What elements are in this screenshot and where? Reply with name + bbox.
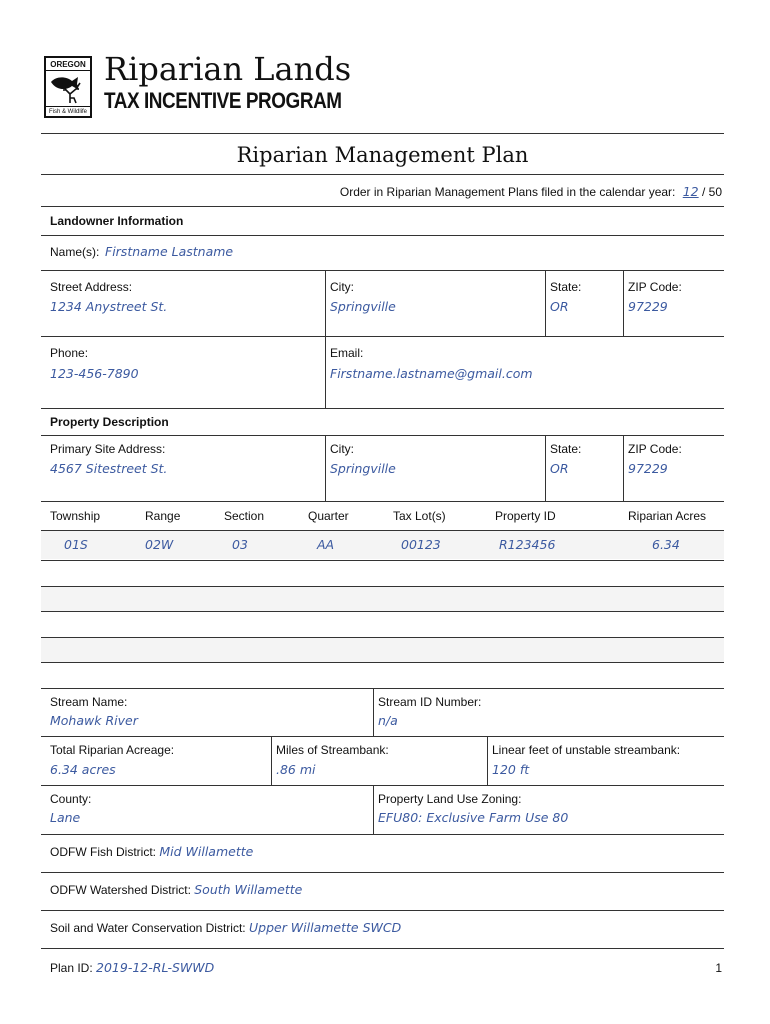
- stream-id-field[interactable]: n/a: [378, 713, 398, 728]
- divider: [41, 948, 724, 949]
- landowner-section-title: Landowner Information: [50, 214, 184, 228]
- watershed-district-row: [50, 882, 302, 897]
- divider: [41, 560, 724, 561]
- swcd-row: [50, 920, 401, 935]
- email-field[interactable]: Firstname.lastname@gmail.com: [330, 366, 533, 381]
- table-row: [41, 531, 724, 559]
- divider: [41, 336, 724, 337]
- program-title: Riparian Lands: [104, 50, 352, 88]
- cell-property-id[interactable]: R123456: [499, 537, 556, 552]
- city-label: City:: [330, 280, 354, 294]
- document-title: Riparian Management Plan: [236, 143, 529, 167]
- divider: [325, 270, 326, 336]
- divider: [545, 270, 546, 336]
- divider: [41, 235, 724, 236]
- swcd-label: Soil and Water Conservation District:: [50, 921, 246, 935]
- names-label: Name(s):: [50, 245, 100, 259]
- acreage-label: Total Riparian Acreage:: [50, 743, 175, 757]
- divider: [41, 785, 724, 786]
- county-field[interactable]: Lane: [50, 810, 81, 825]
- stream-name-label: Stream Name:: [50, 695, 128, 709]
- property-state-field[interactable]: OR: [550, 461, 569, 476]
- state-field[interactable]: OR: [550, 299, 569, 314]
- plan-id-row: [50, 960, 214, 975]
- zip-field[interactable]: 97229: [628, 299, 668, 314]
- order-value[interactable]: 12: [682, 184, 699, 199]
- table-row[interactable]: [41, 587, 724, 611]
- names-field[interactable]: Firstname Lastname: [105, 244, 234, 259]
- logo-top-text: OREGON: [46, 58, 90, 71]
- zoning-label: Property Land Use Zoning:: [378, 792, 522, 806]
- order-label: Order in Riparian Management Plans filed in the calendar year:: [339, 185, 676, 199]
- stream-id-label: Stream ID Number:: [378, 695, 482, 709]
- phone-field[interactable]: 123-456-7890: [50, 366, 139, 381]
- divider: [41, 174, 724, 175]
- fish-district-label: ODFW Fish District:: [50, 845, 156, 859]
- divider: [41, 736, 724, 737]
- fish-district-field[interactable]: Mid Willamette: [159, 844, 254, 859]
- site-label: Primary Site Address:: [50, 442, 166, 456]
- linear-feet-field[interactable]: 120 ft: [492, 762, 530, 777]
- divider: [623, 270, 624, 336]
- miles-label: Miles of Streambank:: [276, 743, 389, 757]
- divider: [41, 910, 724, 911]
- col-section: Section: [224, 509, 265, 523]
- watershed-district-label: ODFW Watershed District:: [50, 883, 191, 897]
- divider: [271, 736, 272, 785]
- county-label: County:: [50, 792, 92, 806]
- divider: [325, 435, 326, 501]
- odfw-logo: [44, 56, 92, 118]
- fish-district-row: [50, 844, 253, 859]
- page-number: 1: [715, 961, 722, 975]
- cell-range[interactable]: 02W: [145, 537, 174, 552]
- phone-label: Phone:: [50, 346, 89, 360]
- property-state-label: State:: [550, 442, 582, 456]
- stream-name-field[interactable]: Mohawk River: [50, 713, 138, 728]
- divider: [41, 206, 724, 207]
- divider: [41, 270, 724, 271]
- col-property-id: Property ID: [495, 509, 556, 523]
- cell-township[interactable]: 01S: [64, 537, 88, 552]
- col-riparian-acres: Riparian Acres: [628, 509, 707, 523]
- city-field[interactable]: Springville: [330, 299, 396, 314]
- cell-tax-lots[interactable]: 00123: [401, 537, 441, 552]
- col-quarter: Quarter: [308, 509, 349, 523]
- order-total: / 50: [701, 185, 722, 199]
- divider: [373, 785, 374, 834]
- fish-deer-icon: [48, 72, 88, 105]
- order-line: [340, 184, 722, 199]
- property-zip-label: ZIP Code:: [628, 442, 682, 456]
- divider: [41, 872, 724, 873]
- linear-feet-label: Linear feet of unstable streambank:: [492, 743, 681, 757]
- divider: [325, 336, 326, 408]
- state-label: State:: [550, 280, 582, 294]
- col-range: Range: [145, 509, 181, 523]
- street-field[interactable]: 1234 Anystreet St.: [50, 299, 168, 314]
- divider: [623, 435, 624, 501]
- site-field[interactable]: 4567 Sitestreet St.: [50, 461, 168, 476]
- acreage-field[interactable]: 6.34 acres: [50, 762, 116, 777]
- email-label: Email:: [330, 346, 364, 360]
- plan-id-field[interactable]: 2019-12-RL-SWWD: [96, 960, 215, 975]
- cell-riparian-acres[interactable]: 6.34: [652, 537, 680, 552]
- property-section-title: Property Description: [50, 415, 169, 429]
- divider: [545, 435, 546, 501]
- logo-bottom-text: Fish & Wildlife: [46, 106, 90, 116]
- divider: [487, 736, 488, 785]
- cell-section[interactable]: 03: [232, 537, 248, 552]
- swcd-field[interactable]: Upper Willamette SWCD: [248, 920, 402, 935]
- col-township: Township: [50, 509, 101, 523]
- zip-label: ZIP Code:: [628, 280, 682, 294]
- divider: [41, 435, 724, 436]
- divider: [41, 133, 724, 134]
- col-tax-lots: Tax Lot(s): [393, 509, 446, 523]
- table-row[interactable]: [41, 638, 724, 662]
- property-city-field[interactable]: Springville: [330, 461, 396, 476]
- divider: [41, 611, 724, 612]
- divider: [41, 834, 724, 835]
- miles-field[interactable]: .86 mi: [276, 762, 316, 777]
- zoning-field[interactable]: EFU80: Exclusive Farm Use 80: [378, 810, 569, 825]
- plan-id-label: Plan ID:: [50, 961, 93, 975]
- divider: [41, 662, 724, 663]
- divider: [41, 688, 724, 689]
- divider: [41, 501, 724, 502]
- divider: [373, 688, 374, 736]
- street-label: Street Address:: [50, 280, 133, 294]
- watershed-district-field[interactable]: South Willamette: [194, 882, 303, 897]
- property-zip-field[interactable]: 97229: [628, 461, 668, 476]
- property-city-label: City:: [330, 442, 354, 456]
- cell-quarter[interactable]: AA: [317, 537, 335, 552]
- divider: [41, 408, 724, 409]
- program-subtitle: TAX INCENTIVE PROGRAM: [104, 88, 342, 113]
